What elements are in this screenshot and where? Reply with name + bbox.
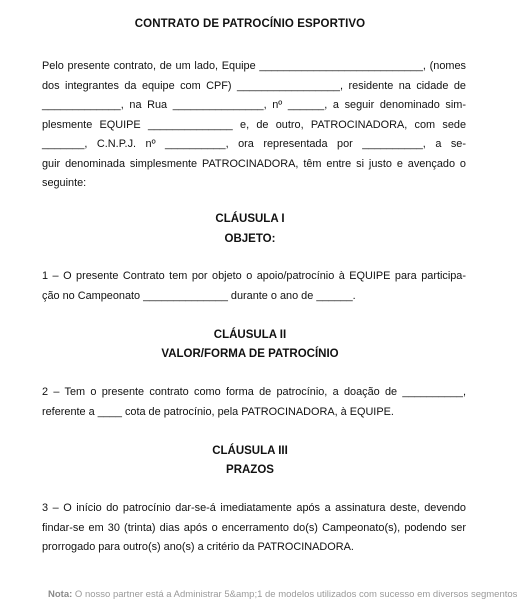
footer-text: O nosso partner está a Administrar 5&amp;1 de modelos utilizados com sucesso em diversos segmentos: [74, 589, 517, 600]
clause-3-name: PRAZOS: [226, 464, 274, 476]
clause-1-text: [42, 267, 466, 306]
preamble-line: guir denominada simplesmente PATROCINADORA, têm entre si justo e avençado o: [42, 157, 466, 170]
clause-2-name: VALOR/FORMA DE PATROCÍNIO: [161, 348, 339, 360]
clause-3-line: prorrogado para outro(s) ano(s) a critério da PATROCINADORA.: [42, 541, 354, 553]
clause-3-text: [42, 499, 466, 558]
clause-3-line: findar-se em 30 (trinta) dias após o encerramento do(s) Campeonato(s), podendo ser: [42, 521, 466, 534]
footer-label: Nota:: [48, 589, 73, 600]
preamble-line: _____________, na Rua _______________, nº ______, a seguir denominado sim-: [42, 99, 466, 111]
preamble-line: dos integrantes da equipe com CPF) _________________, residente na cidade de: [42, 79, 466, 92]
clause-1-line: 1 – O presente Contrato tem por objeto o apoio/patrocínio à EQUIPE para participa-: [42, 270, 466, 282]
preamble-line: plesmente EQUIPE ______________ e, de outro, PATROCINADORA, com sede: [42, 118, 466, 131]
clause-2-text: [42, 383, 466, 422]
clause-1-line: ção no Campeonato ______________ durante o ano de ______.: [42, 289, 356, 302]
clause-1-name: OBJETO:: [224, 233, 276, 245]
clause-2-line: 2 – Tem o presente contrato como forma de patrocínio, a doação de __________,: [42, 386, 466, 398]
clause-3-line: 3 – O início do patrocínio dar-se-á imediatamente após a assinatura deste, devendo: [42, 502, 466, 514]
preamble-line: seguinte:: [42, 177, 87, 189]
clause-3-number: CLÁUSULA III: [212, 445, 288, 457]
preamble-line: Pelo presente contrato, de um lado, Equipe ___________________________, (nomes: [42, 60, 466, 72]
clause-1-number: CLÁUSULA I: [215, 213, 285, 225]
preamble-paragraph: [42, 57, 466, 194]
preamble-line: _______, C.N.P.J. nº __________, ora representada por __________, a se-: [42, 138, 466, 150]
clause-2-line: referente a ____ cota de patrocínio, pela PATROCINADORA, à EQUIPE.: [42, 405, 394, 418]
clause-2-number: CLÁUSULA II: [213, 329, 287, 341]
document-title: CONTRATO DE PATROCÍNIO ESPORTIVO: [134, 18, 366, 30]
footer-note: [48, 589, 517, 600]
